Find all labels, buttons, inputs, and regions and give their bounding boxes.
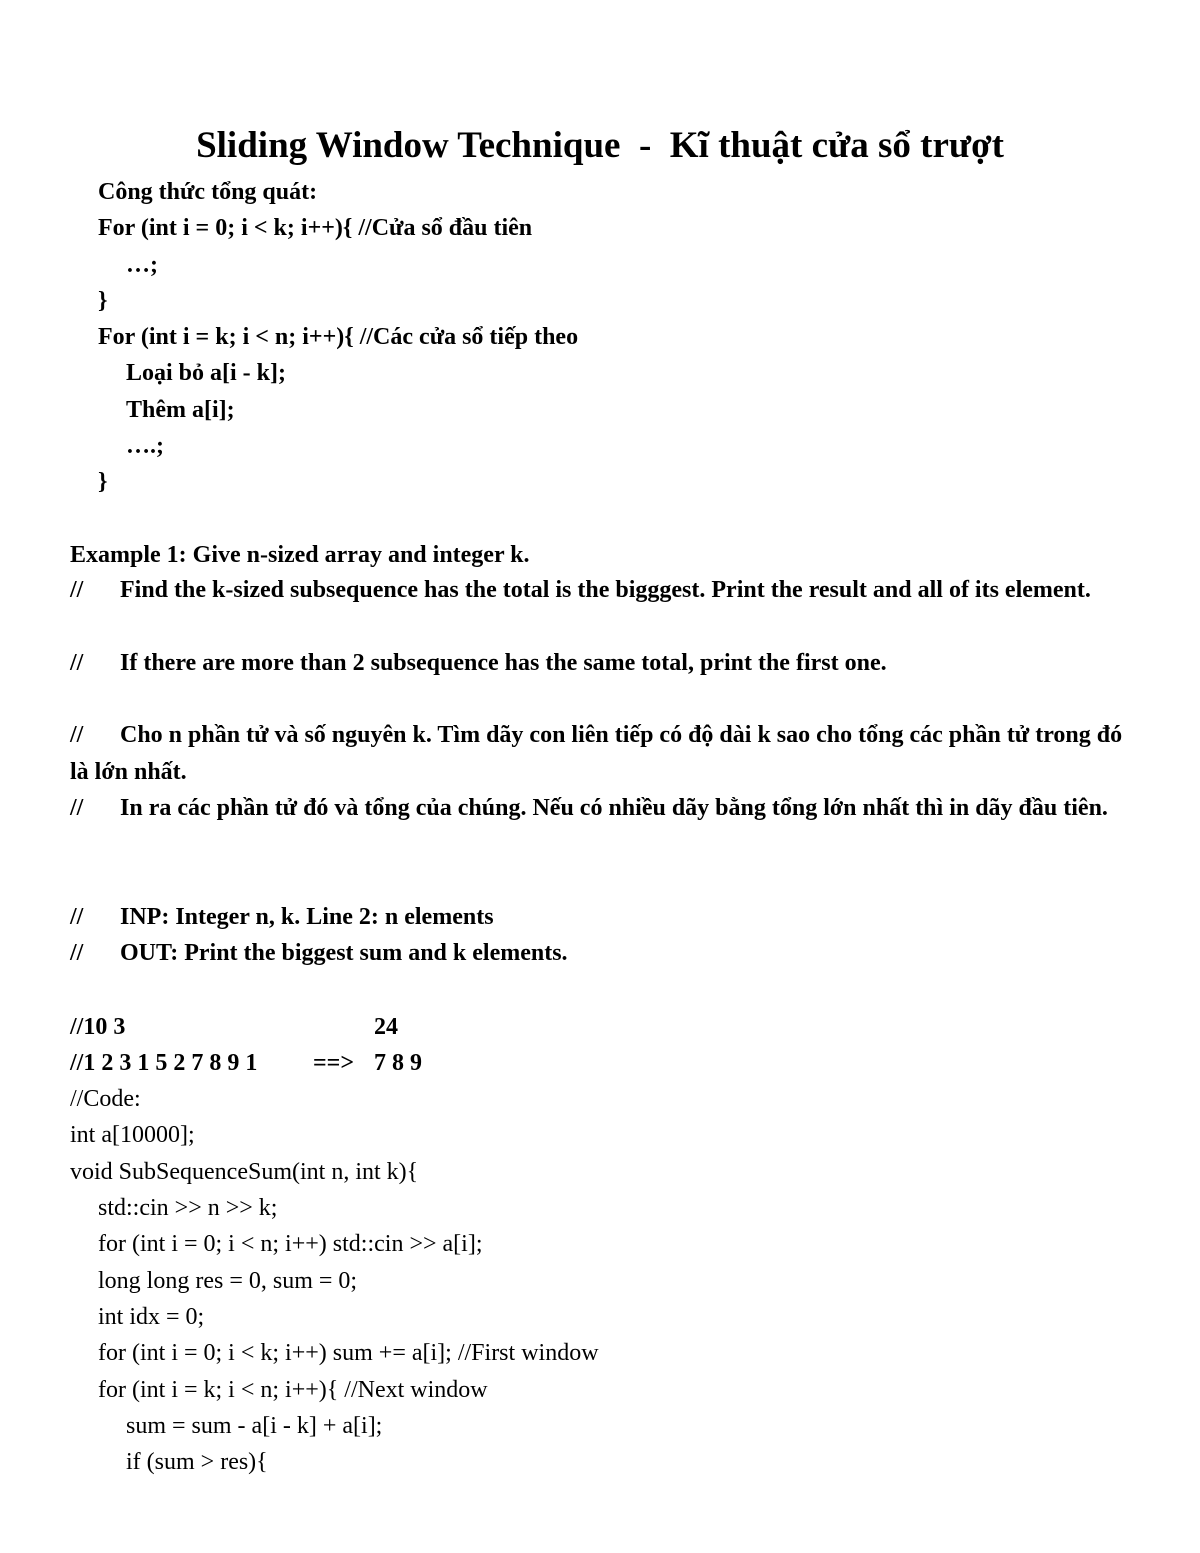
code-line: //Code: xyxy=(70,1086,141,1112)
comment-text: Cho n phần tử và số nguyên k. Tìm dãy con liên tiếp có độ dài k sao cho tổng các phần tử trong đó là lớn nhất. xyxy=(70,722,1123,785)
example-vi-line2 xyxy=(70,790,1140,827)
code-line: int a[10000]; xyxy=(70,1122,195,1148)
comment-prefix: // xyxy=(70,795,84,821)
formula-line: …; xyxy=(126,252,158,278)
comment-prefix: // xyxy=(70,577,84,603)
formula-line: ….; xyxy=(126,433,164,459)
example-en-line2 xyxy=(70,645,1140,682)
example-inp xyxy=(70,899,1140,936)
code-line: for (int i = 0; i < k; i++) sum += a[i]; //First window xyxy=(98,1340,599,1366)
sample-output-1: 24 xyxy=(374,1014,398,1040)
comment-text: Find the k-sized subsequence has the total is the bigggest. Print the result and all of its element. xyxy=(120,577,1091,603)
sample-input-1: //10 3 xyxy=(70,1014,126,1040)
code-line: for (int i = k; i < n; i++){ //Next window xyxy=(98,1377,488,1403)
sample-arrow: ==> xyxy=(313,1050,355,1076)
code-line: sum = sum - a[i - k] + a[i]; xyxy=(126,1413,383,1439)
comment-text: INP: Integer n, k. Line 2: n elements xyxy=(120,904,494,930)
comment-prefix: // xyxy=(70,722,84,748)
sample-input-2: //1 2 3 1 5 2 7 8 9 1 xyxy=(70,1050,258,1076)
example-vi-line1 xyxy=(70,717,1140,790)
formula-line: For (int i = 0; i < k; i++){ //Cửa sổ đầu tiên xyxy=(98,215,533,241)
page-title: Sliding Window Technique - Kĩ thuật cửa sổ trượt xyxy=(196,125,1004,166)
formula-line: } xyxy=(98,288,108,314)
example-heading: Example 1: Give n-sized array and integer k. xyxy=(70,542,530,568)
sample-output-2: 7 8 9 xyxy=(374,1050,422,1076)
comment-prefix: // xyxy=(70,940,84,966)
code-line: void SubSequenceSum(int n, int k){ xyxy=(70,1159,419,1185)
comment-text: OUT: Print the biggest sum and k elements. xyxy=(120,940,568,966)
code-line: for (int i = 0; i < n; i++) std::cin >> a[i]; xyxy=(98,1231,483,1257)
code-line: std::cin >> n >> k; xyxy=(98,1195,278,1221)
comment-prefix: // xyxy=(70,904,84,930)
comment-prefix: // xyxy=(70,650,84,676)
example-en-line1 xyxy=(70,572,1140,609)
formula-line: For (int i = k; i < n; i++){ //Các cửa sổ tiếp theo xyxy=(98,324,579,350)
comment-text: In ra các phần tử đó và tổng của chúng. Nếu có nhiều dãy bằng tổng lớn nhất thì in dãy đầu tiên. xyxy=(120,795,1108,821)
formula-line: } xyxy=(98,469,108,495)
code-line: long long res = 0, sum = 0; xyxy=(98,1268,358,1294)
example-out xyxy=(70,935,1140,972)
code-line: if (sum > res){ xyxy=(126,1449,268,1475)
code-line: int idx = 0; xyxy=(98,1304,205,1330)
formula-heading: Công thức tổng quát: xyxy=(98,179,318,205)
formula-line: Loại bỏ a[i - k]; xyxy=(126,360,287,386)
formula-line: Thêm a[i]; xyxy=(126,397,235,423)
comment-text: If there are more than 2 subsequence has the same total, print the first one. xyxy=(120,650,887,676)
